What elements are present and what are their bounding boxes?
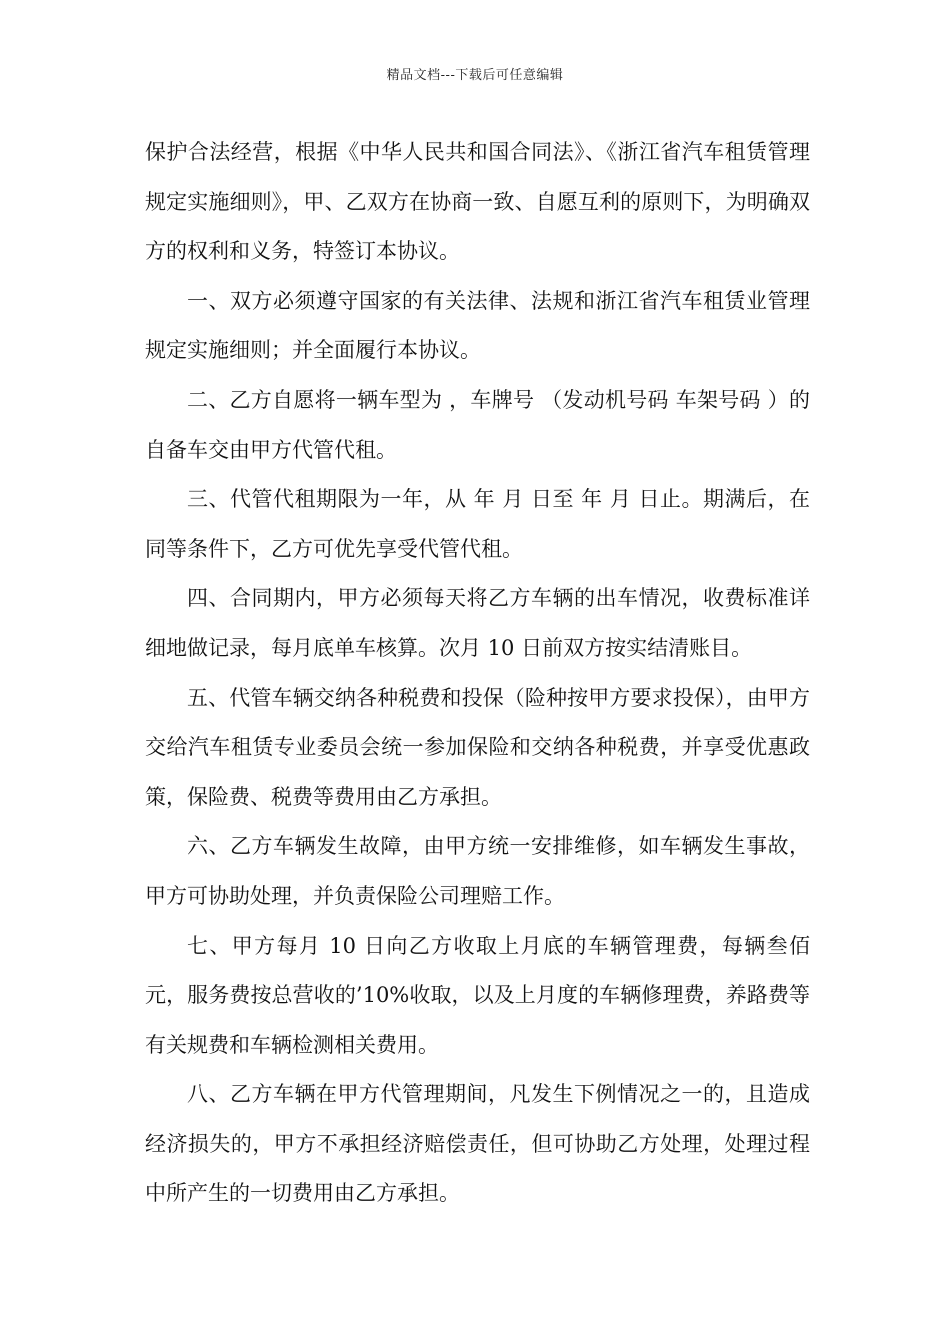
paragraph-clause-8: 八、乙方车辆在甲方代管理期间，凡发生下例情况之一的，且造成经济损失的，甲方不承担经济赔偿责任，但可协助乙方处理，处理过程中所产生的一切费用由乙方承担。 (145, 1082, 810, 1206)
paragraph-clause-2: 二、乙方自愿将一辆车型为 ，车牌号 （发动机号码 车架号码 ）的自备车交由甲方代管代租。 (145, 387, 810, 462)
paragraph-clause-6: 六、乙方车辆发生故障，由甲方统一安排维修，如车辆发生事故，甲方可协助处理，并负责保险公司理赔工作。 (145, 834, 810, 908)
page-header: 精品文档---下载后可任意编辑 (386, 68, 564, 83)
paragraph-clause-7: 七、甲方每月 10 日向乙方收取上月底的车辆管理费，每辆叁佰元，服务费按总营收的’10%收取，以及上月度的车辆修理费，养路费等有关规费和车辆检测相关费用。 (145, 933, 810, 1057)
paragraph-preamble: 保护合法经营，根据《中华人民共和国合同法》、《浙江省汽车租赁管理规定实施细则》，甲、乙双方在协商一致、自愿互利的原则下，为明确双方的权利和义务，特签订本协议。 (145, 140, 810, 264)
paragraph-clause-1: 一、双方必须遵守国家的有关法律、法规和浙江省汽车租赁业管理规定实施细则；并全面履行本协议。 (145, 288, 810, 363)
document-body (145, 128, 810, 1219)
paragraph-clause-3: 三、代管代租期限为一年，从 年 月 日至 年 月 日止。期满后，在同等条件下，乙方可优先享受代管代租。 (145, 487, 810, 561)
paragraph-clause-4: 四、合同期内，甲方必须每天将乙方车辆的出车情况，收费标准详细地做记录，每月底单车核算。次月 10 日前双方按实结清账目。 (145, 586, 810, 660)
paragraph-clause-5: 五、代管车辆交纳各种税费和投保（险种按甲方要求投保），由甲方交给汽车租赁专业委员会统一参加保险和交纳各种税费，并享受优惠政策，保险费、税费等费用由乙方承担。 (145, 685, 810, 809)
